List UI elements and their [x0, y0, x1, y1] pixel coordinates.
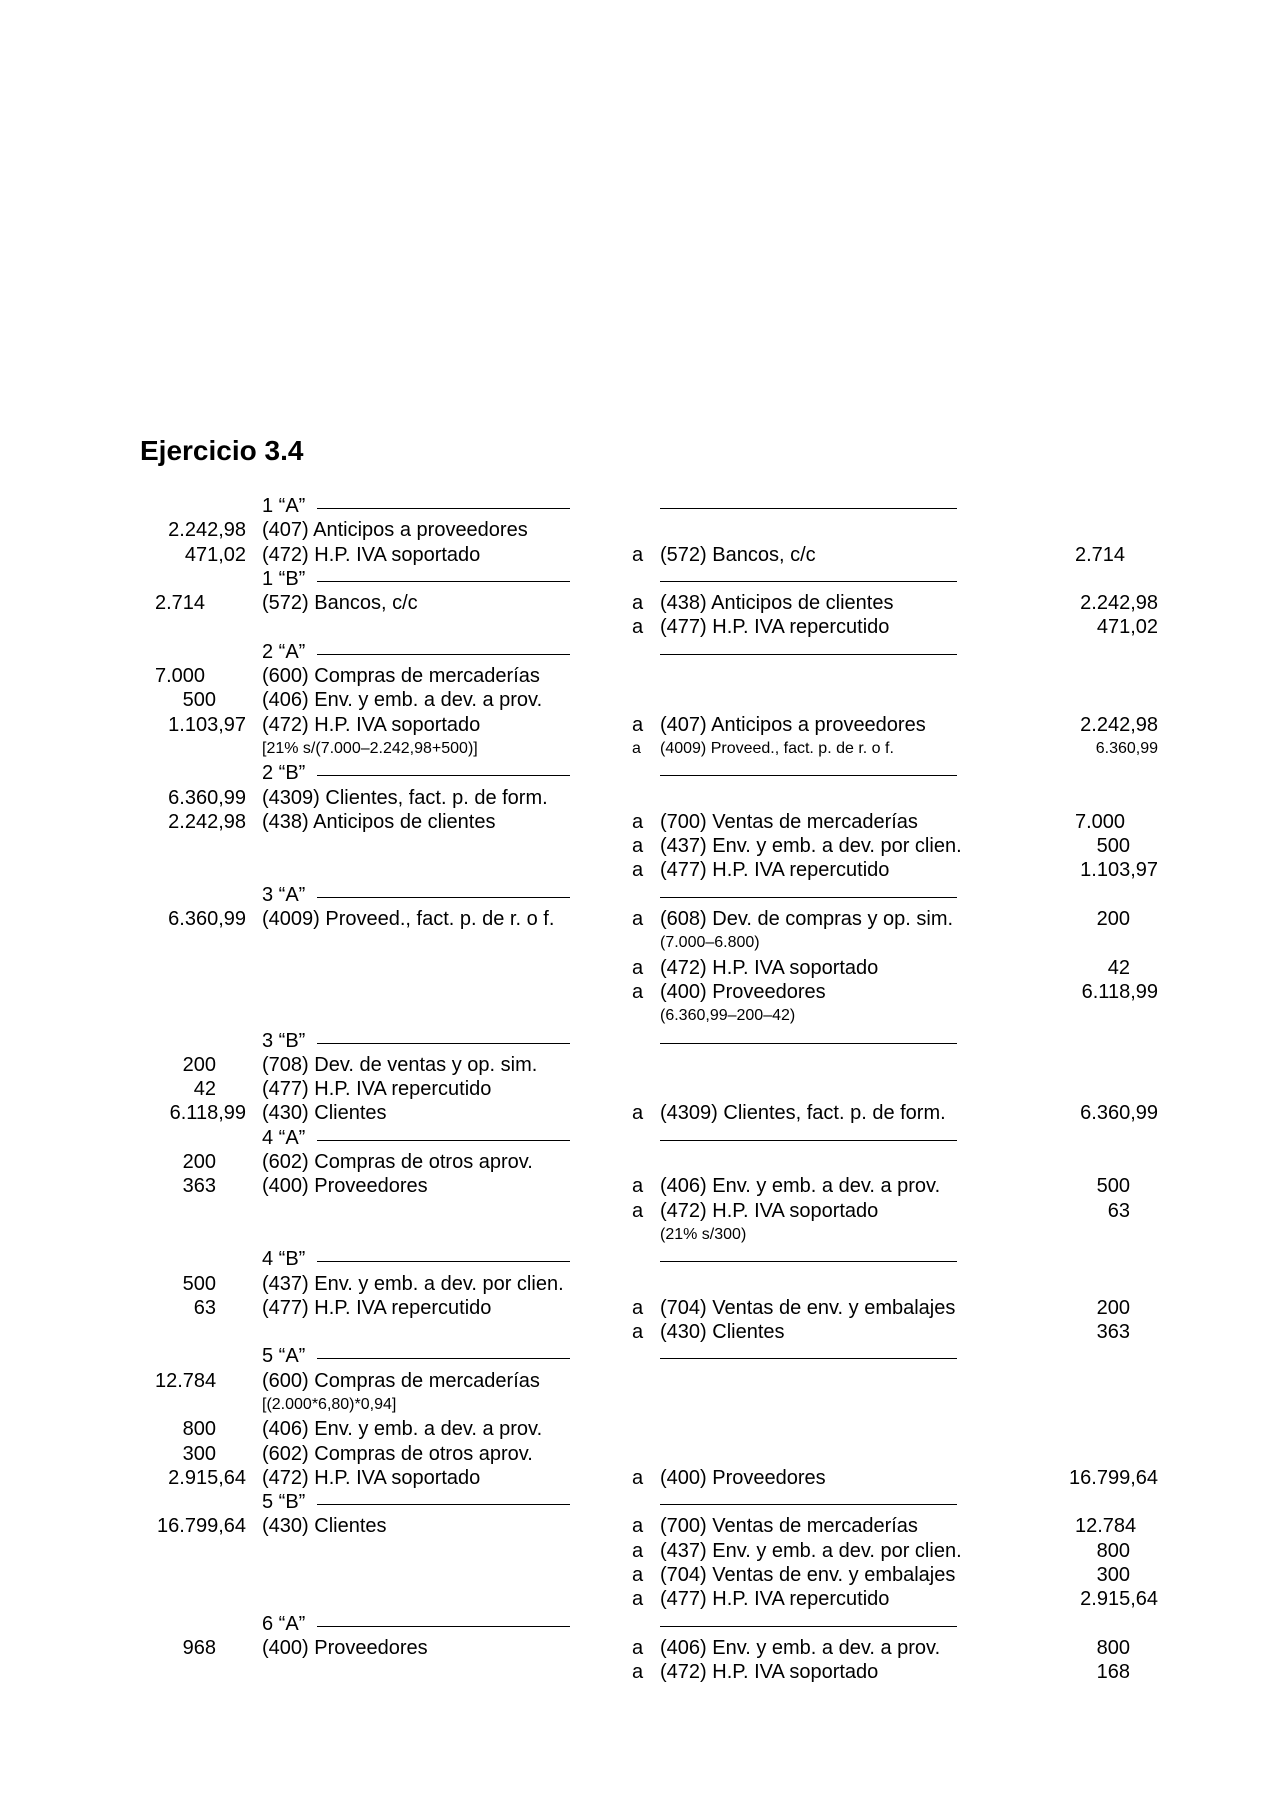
credit-account: (477) H.P. IVA repercutido: [660, 616, 890, 639]
entry-label: 2 “B”: [262, 762, 306, 785]
a-connector: a: [632, 980, 644, 1003]
debit-account: (472) H.P. IVA soportado: [262, 713, 481, 736]
a-connector: a: [632, 739, 641, 757]
credit-amount: 6.118,99: [1081, 980, 1158, 1003]
entry-label: 6 “A”: [262, 1612, 306, 1635]
journal-row: [0, 1514, 1280, 1538]
separator-line: [317, 1261, 570, 1262]
debit-amount: 6.118,99: [169, 1102, 246, 1125]
journal-row: [0, 543, 1280, 567]
journal-row: [0, 1466, 1280, 1490]
entry-label: 4 “B”: [262, 1248, 306, 1271]
journal-row: [0, 688, 1280, 712]
a-connector: a: [632, 1466, 644, 1489]
entry-header-row: [0, 1490, 1280, 1514]
journal-row: [0, 1053, 1280, 1077]
separator-line: [660, 508, 957, 509]
debit-account: (4309) Clientes, fact. p. de form.: [262, 786, 548, 809]
credit-amount: 7.000: [1075, 810, 1126, 833]
entry-header-row: [0, 567, 1280, 591]
separator-line: [660, 1140, 957, 1141]
debit-amount: 16.799,64: [157, 1515, 246, 1538]
credit-amount: 6.360,99: [1080, 1102, 1158, 1125]
credit-account: (400) Proveedores: [660, 1466, 826, 1489]
entry-label: 3 “B”: [262, 1029, 306, 1052]
journal-row: [0, 1223, 1280, 1247]
debit-note: [(2.000*6,80)*0,94]: [262, 1395, 397, 1413]
a-connector: a: [632, 1539, 644, 1562]
debit-account: (708) Dev. de ventas y op. sim.: [262, 1053, 538, 1076]
debit-amount: 200: [182, 1151, 216, 1174]
debit-account: (472) H.P. IVA soportado: [262, 1466, 481, 1489]
credit-amount: 12.784: [1075, 1515, 1137, 1538]
separator-line: [317, 1504, 570, 1505]
debit-amount: 500: [182, 689, 216, 712]
credit-account: (4009) Proveed., fact. p. de r. o f.: [660, 739, 894, 757]
credit-account: (608) Dev. de compras y op. sim.: [660, 908, 954, 931]
a-connector: a: [632, 1321, 644, 1344]
debit-amount: 363: [182, 1175, 216, 1198]
a-connector: a: [632, 908, 644, 931]
a-connector: a: [632, 1636, 644, 1659]
journal-row: [0, 931, 1280, 955]
debit-amount: 2.242,98: [168, 519, 246, 542]
debit-amount: 63: [193, 1296, 216, 1319]
a-connector: a: [632, 1102, 644, 1125]
debit-amount: 800: [182, 1418, 216, 1441]
credit-amount: 2.242,98: [1080, 713, 1158, 736]
journal-row: [0, 1563, 1280, 1587]
a-connector: a: [632, 1199, 644, 1222]
journal-row: [0, 615, 1280, 639]
journal-row: [0, 737, 1280, 761]
debit-amount: 1.103,97: [168, 713, 246, 736]
debit-account: (400) Proveedores: [262, 1175, 428, 1198]
debit-amount: 200: [182, 1053, 216, 1076]
credit-amount: 500: [1096, 1175, 1130, 1198]
credit-account: (700) Ventas de mercaderías: [660, 1515, 918, 1538]
debit-account: (437) Env. y emb. a dev. por clien.: [262, 1272, 564, 1295]
credit-account: (477) H.P. IVA repercutido: [660, 859, 890, 882]
separator-line: [660, 775, 957, 776]
a-connector: a: [632, 616, 644, 639]
credit-note: (21% s/300): [660, 1225, 747, 1243]
debit-account: (406) Env. y emb. a dev. a prov.: [262, 689, 543, 712]
credit-amount: 500: [1096, 835, 1130, 858]
journal-row: [0, 1101, 1280, 1125]
separator-line: [317, 581, 570, 582]
debit-account: (602) Compras de otros aprov.: [262, 1151, 533, 1174]
journal-row: [0, 1077, 1280, 1101]
separator-line: [317, 1140, 570, 1141]
page-title: Ejercicio 3.4: [140, 435, 304, 466]
credit-account: (437) Env. y emb. a dev. por clien.: [660, 835, 962, 858]
credit-account: (406) Env. y emb. a dev. a prov.: [660, 1636, 941, 1659]
journal-row: [0, 980, 1280, 1004]
entry-header-row: [0, 640, 1280, 664]
credit-account: (704) Ventas de env. y embalajes: [660, 1296, 956, 1319]
credit-amount: 300: [1096, 1564, 1130, 1587]
credit-amount: 200: [1096, 1296, 1130, 1319]
journal-row: [0, 834, 1280, 858]
a-connector: a: [632, 1296, 644, 1319]
journal-row: [0, 1369, 1280, 1393]
credit-amount: 2.714: [1075, 543, 1126, 566]
separator-line: [660, 1626, 957, 1627]
separator-line: [660, 581, 957, 582]
separator-line: [660, 1504, 957, 1505]
journal-row: [0, 1636, 1280, 1660]
debit-amount: 300: [182, 1442, 216, 1465]
entry-label: 2 “A”: [262, 640, 306, 663]
credit-account: (430) Clientes: [660, 1321, 785, 1344]
journal-row: [0, 786, 1280, 810]
entry-header-row: [0, 1247, 1280, 1271]
a-connector: a: [632, 1564, 644, 1587]
credit-account: (438) Anticipos de clientes: [660, 592, 894, 615]
separator-line: [317, 1358, 570, 1359]
a-connector: a: [632, 956, 644, 979]
separator-line: [317, 508, 570, 509]
debit-account: (477) H.P. IVA repercutido: [262, 1296, 492, 1319]
debit-amount: 2.915,64: [168, 1466, 246, 1489]
entry-label: 1 “B”: [262, 567, 306, 590]
debit-note: [21% s/(7.000–2.242,98+500)]: [262, 739, 478, 757]
journal-row: [0, 1174, 1280, 1198]
journal-row: [0, 1199, 1280, 1223]
journal-row: [0, 664, 1280, 688]
entry-header-row: [0, 1126, 1280, 1150]
credit-amount: 168: [1096, 1661, 1130, 1684]
entry-label: 3 “A”: [262, 883, 306, 906]
debit-amount: 12.784: [155, 1369, 217, 1392]
a-connector: a: [632, 713, 644, 736]
credit-amount: 16.799,64: [1069, 1466, 1158, 1489]
entry-label: 5 “A”: [262, 1345, 306, 1368]
credit-amount: 200: [1096, 908, 1130, 931]
entry-header-row: [0, 494, 1280, 518]
debit-account: (472) H.P. IVA soportado: [262, 543, 481, 566]
journal-entries: [0, 494, 1280, 1685]
credit-amount: 2.915,64: [1080, 1588, 1158, 1611]
credit-account: (472) H.P. IVA soportado: [660, 956, 879, 979]
credit-account: (477) H.P. IVA repercutido: [660, 1588, 890, 1611]
a-connector: a: [632, 1515, 644, 1538]
journal-row: [0, 907, 1280, 931]
debit-amount: 6.360,99: [168, 908, 246, 931]
credit-note: (7.000–6.800): [660, 934, 760, 952]
journal-row: [0, 1320, 1280, 1344]
journal-row: [0, 1393, 1280, 1417]
debit-amount: 7.000: [155, 665, 206, 688]
debit-amount: 6.360,99: [168, 786, 246, 809]
separator-line: [317, 1626, 570, 1627]
debit-account: (572) Bancos, c/c: [262, 592, 418, 615]
credit-amount: 471,02: [1096, 616, 1158, 639]
journal-row: [0, 1417, 1280, 1441]
debit-account: (430) Clientes: [262, 1515, 387, 1538]
a-connector: a: [632, 1175, 644, 1198]
separator-line: [317, 897, 570, 898]
journal-row: [0, 591, 1280, 615]
credit-amount: 1.103,97: [1080, 859, 1158, 882]
separator-line: [660, 1261, 957, 1262]
separator-line: [660, 1358, 957, 1359]
credit-amount: 800: [1096, 1636, 1130, 1659]
credit-amount: 42: [1107, 956, 1130, 979]
debit-account: (600) Compras de mercaderías: [262, 1369, 540, 1392]
a-connector: a: [632, 1661, 644, 1684]
debit-account: (438) Anticipos de clientes: [262, 810, 496, 833]
entry-header-row: [0, 1029, 1280, 1053]
a-connector: a: [632, 859, 644, 882]
debit-account: (477) H.P. IVA repercutido: [262, 1078, 492, 1101]
debit-account: (400) Proveedores: [262, 1636, 428, 1659]
entry-label: 4 “A”: [262, 1126, 306, 1149]
credit-account: (572) Bancos, c/c: [660, 543, 816, 566]
credit-account: (472) H.P. IVA soportado: [660, 1199, 879, 1222]
debit-amount: 968: [182, 1636, 216, 1659]
entry-label: 1 “A”: [262, 495, 306, 517]
a-connector: a: [632, 543, 644, 566]
journal-row: [0, 1442, 1280, 1466]
entry-header-row: [0, 883, 1280, 907]
debit-amount: 471,02: [184, 543, 246, 566]
credit-account: (406) Env. y emb. a dev. a prov.: [660, 1175, 941, 1198]
credit-amount: 63: [1107, 1199, 1130, 1222]
journal-row: [0, 1004, 1280, 1028]
journal-row: [0, 858, 1280, 882]
credit-account: (472) H.P. IVA soportado: [660, 1661, 879, 1684]
debit-account: (600) Compras de mercaderías: [262, 665, 540, 688]
separator-line: [317, 1043, 570, 1044]
journal-row: [0, 1296, 1280, 1320]
credit-account: (400) Proveedores: [660, 980, 826, 1003]
credit-amount: 363: [1096, 1321, 1130, 1344]
debit-account: (406) Env. y emb. a dev. a prov.: [262, 1418, 543, 1441]
separator-line: [317, 654, 570, 655]
debit-account: (407) Anticipos a proveedores: [262, 519, 528, 542]
credit-note: (6.360,99–200–42): [660, 1007, 796, 1025]
a-connector: a: [632, 810, 644, 833]
entry-header-row: [0, 761, 1280, 785]
debit-account: (4009) Proveed., fact. p. de r. o f.: [262, 908, 555, 931]
journal-row: [0, 1539, 1280, 1563]
journal-row: [0, 810, 1280, 834]
credit-account: (4309) Clientes, fact. p. de form.: [660, 1102, 946, 1125]
credit-amount: 6.360,99: [1095, 739, 1158, 757]
journal-row: [0, 713, 1280, 737]
journal-row: [0, 1272, 1280, 1296]
credit-amount: 2.242,98: [1080, 592, 1158, 615]
credit-account: (704) Ventas de env. y embalajes: [660, 1564, 956, 1587]
journal-row: [0, 1587, 1280, 1611]
debit-amount: 500: [182, 1272, 216, 1295]
credit-account: (700) Ventas de mercaderías: [660, 810, 918, 833]
journal-row: [0, 1150, 1280, 1174]
credit-account: (437) Env. y emb. a dev. por clien.: [660, 1539, 962, 1562]
a-connector: a: [632, 835, 644, 858]
debit-account: (602) Compras de otros aprov.: [262, 1442, 533, 1465]
journal-row: [0, 1660, 1280, 1684]
entry-header-row: [0, 1612, 1280, 1636]
debit-account: (430) Clientes: [262, 1102, 387, 1125]
separator-line: [660, 654, 957, 655]
credit-account: (407) Anticipos a proveedores: [660, 713, 926, 736]
separator-line: [660, 1043, 957, 1044]
a-connector: a: [632, 592, 644, 615]
separator-line: [660, 897, 957, 898]
journal-row: [0, 956, 1280, 980]
journal-row: [0, 518, 1280, 542]
debit-amount: 2.242,98: [168, 810, 246, 833]
separator-line: [317, 775, 570, 776]
debit-amount: 2.714: [155, 592, 206, 615]
entry-header-row: [0, 1344, 1280, 1368]
a-connector: a: [632, 1588, 644, 1611]
debit-amount: 42: [193, 1078, 216, 1101]
credit-amount: 800: [1096, 1539, 1130, 1562]
entry-label: 5 “B”: [262, 1491, 306, 1514]
